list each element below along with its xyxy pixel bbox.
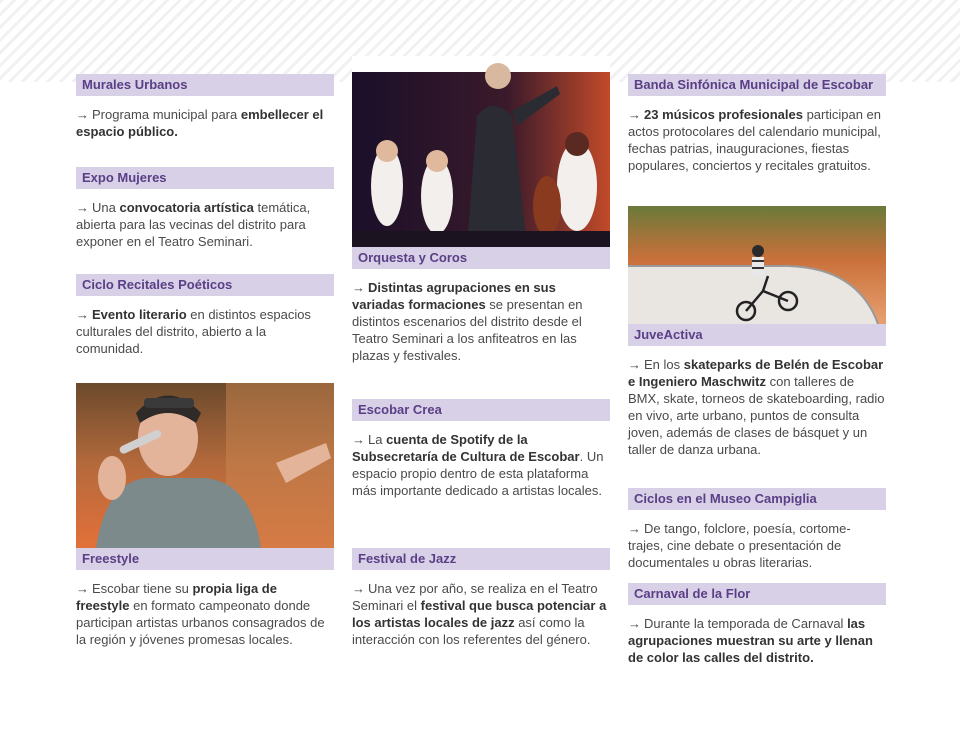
arrow-icon: → xyxy=(628,107,641,122)
section-freestyle xyxy=(76,383,334,648)
section-title: Banda Sinfónica Municipal de Escobar xyxy=(628,74,886,96)
orquesta-photo xyxy=(352,56,610,247)
section-text: → Una convocatoria artística temática, abierta para las vecinas del distrito para exponer en el Teatro Seminari. xyxy=(76,200,311,249)
section-carnaval-flor xyxy=(628,583,886,666)
section-title: Murales Urbanos xyxy=(76,74,334,96)
section-banda-sinfonica xyxy=(628,74,886,174)
section-title: Ciclo Recitales Poéticos xyxy=(76,274,334,296)
section-juveactiva xyxy=(628,206,886,458)
section-ciclo-recitales xyxy=(76,274,334,357)
section-title: Festival de Jazz xyxy=(352,548,610,570)
arrow-icon: → xyxy=(628,357,641,372)
section-title: Ciclos en el Museo Campiglia xyxy=(628,488,886,510)
section-text: → Durante la temporada de Carnaval las agrupaciones muestran su arte y llenan de color las calles del distrito. xyxy=(628,616,873,665)
section-expo-mujeres xyxy=(76,167,334,250)
section-text: → De tango, folclore, poesía, cortome-trajes, cine debate o presentación de documentales u obras literarias. xyxy=(628,521,851,570)
arrow-icon: → xyxy=(628,616,641,631)
section-text: → Evento literario en distintos espacios culturales del distrito, abierto a la comunidad. xyxy=(76,307,311,356)
arrow-icon: → xyxy=(76,107,89,122)
freestyle-photo xyxy=(76,383,334,548)
section-title: JuveActiva xyxy=(628,324,886,346)
section-title: Orquesta y Coros xyxy=(352,247,610,269)
arrow-icon: → xyxy=(76,200,89,215)
section-title: Escobar Crea xyxy=(352,399,610,421)
section-text: → Programa municipal para embellecer el espacio público. xyxy=(76,107,324,139)
arrow-icon: → xyxy=(352,581,365,596)
section-title: Expo Mujeres xyxy=(76,167,334,189)
section-text: → Escobar tiene su propia liga de freestyle en formato campeonato donde participan artistas urbanos consagrados de la región y jóvenes promesas locales. xyxy=(76,581,325,647)
arrow-icon: → xyxy=(352,280,365,295)
arrow-icon: → xyxy=(76,581,89,596)
arrow-icon: → xyxy=(76,307,89,322)
section-orquesta-coros xyxy=(352,56,610,364)
section-text: → 23 músicos profesionales participan en actos protocolares del calendario municipal, fechas patrias, inauguraciones, fiestas populares, conciertos y recitales gratuitos. xyxy=(628,107,882,173)
section-text: → La cuenta de Spotify de la Subsecretaría de Cultura de Escobar. Un espacio propio dentro de esta plataforma más importante dedicado a artistas locales. xyxy=(352,432,604,498)
section-title: Freestyle xyxy=(76,548,334,570)
section-text: → Distintas agrupaciones en sus variadas formaciones se presentan en distintos escenarios del distrito desde el Teatro Seminari a los anfiteatros en las plazas y festivales. xyxy=(352,280,583,363)
arrow-icon: → xyxy=(628,521,641,536)
section-festival-jazz xyxy=(352,548,610,648)
section-murales-urbanos xyxy=(76,74,334,140)
section-title: Carnaval de la Flor xyxy=(628,583,886,605)
section-museo-campiglia xyxy=(628,488,886,571)
juveactiva-photo xyxy=(628,206,886,324)
section-text: → Una vez por año, se realiza en el Teatro Seminari el festival que busca potenciar a los artistas locales de jazz así como la interacción con los referentes del género. xyxy=(352,581,607,647)
section-escobar-crea xyxy=(352,399,610,499)
section-text: → En los skateparks de Belén de Escobar e Ingeniero Maschwitz con talleres de BMX, skate, torneos de skateboarding, radio en vivo, arte urbano, puntos de consulta joven, además de clases de básquet y un taller de danza urbana. xyxy=(628,357,885,457)
arrow-icon: → xyxy=(352,432,365,447)
